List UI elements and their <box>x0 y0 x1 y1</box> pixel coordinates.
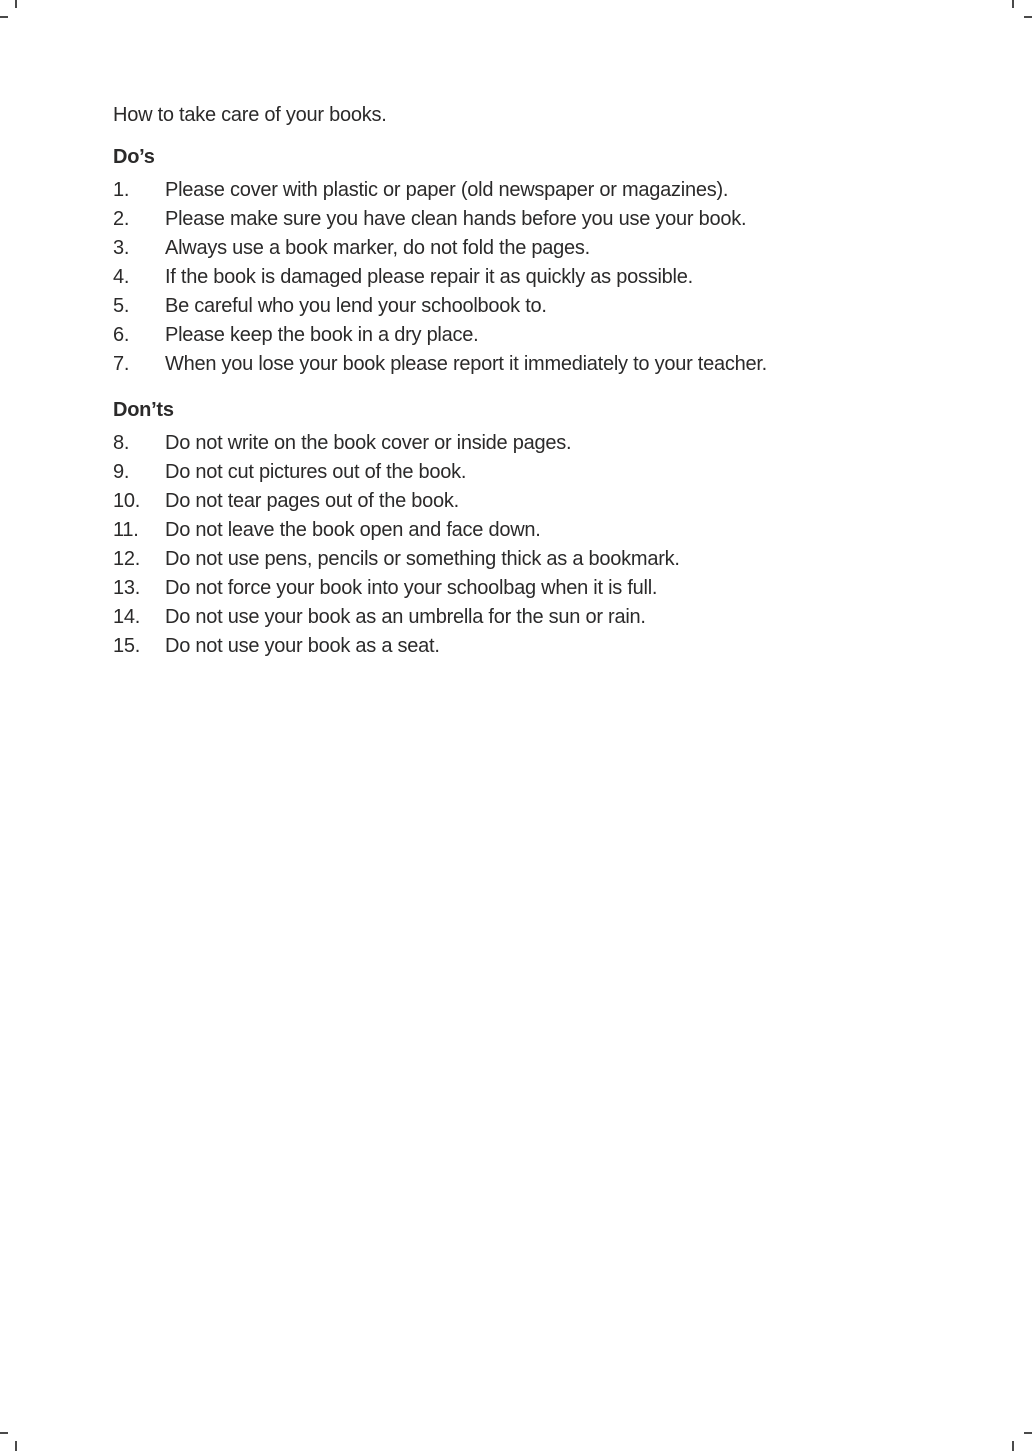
crop-mark-bottom-left-horizontal <box>0 1432 8 1434</box>
section-donts <box>113 396 913 661</box>
item-number: 11. <box>113 519 139 541</box>
item-text: Be careful who you lend your schoolbook to. <box>165 295 547 317</box>
item-number: 9. <box>113 461 130 483</box>
document-title: How to take care of your books. <box>113 104 387 126</box>
list-item <box>113 292 913 321</box>
item-number: 7. <box>113 353 130 375</box>
item-number: 12. <box>113 548 141 570</box>
crop-mark-bottom-left-vertical <box>15 1441 17 1451</box>
item-text: Please make sure you have clean hands before you use your book. <box>165 208 747 230</box>
crop-mark-top-left-horizontal <box>0 16 8 18</box>
crop-mark-top-right-vertical <box>1012 0 1014 8</box>
list-item <box>113 321 913 350</box>
item-text: Do not cut pictures out of the book. <box>165 461 467 483</box>
item-text: Do not write on the book cover or inside pages. <box>165 432 572 454</box>
item-text: If the book is damaged please repair it as quickly as possible. <box>165 266 693 288</box>
crop-mark-top-right-horizontal <box>1024 16 1032 18</box>
list-item <box>113 458 913 487</box>
list-item <box>113 545 913 574</box>
list-item <box>113 487 913 516</box>
list-item <box>113 234 913 263</box>
item-text: Please keep the book in a dry place. <box>165 324 479 346</box>
item-text: When you lose your book please report it immediately to your teacher. <box>165 353 767 375</box>
item-text: Please cover with plastic or paper (old newspaper or magazines). <box>165 179 729 201</box>
item-text: Do not use your book as an umbrella for the sun or rain. <box>165 606 646 628</box>
item-number: 5. <box>113 295 130 317</box>
crop-mark-bottom-right-vertical <box>1012 1441 1014 1451</box>
item-number: 14. <box>113 606 141 628</box>
item-number: 1. <box>113 179 130 201</box>
item-text: Do not leave the book open and face down. <box>165 519 541 541</box>
list-item <box>113 350 913 379</box>
item-text: Do not force your book into your schoolbag when it is full. <box>165 577 658 599</box>
list-item <box>113 263 913 292</box>
item-number: 6. <box>113 324 130 346</box>
item-text: Always use a book marker, do not fold the pages. <box>165 237 590 259</box>
document-content <box>113 101 913 661</box>
item-number: 2. <box>113 208 130 230</box>
list-item <box>113 516 913 545</box>
item-number: 4. <box>113 266 130 288</box>
list-item <box>113 603 913 632</box>
list-item <box>113 574 913 603</box>
item-text: Do not tear pages out of the book. <box>165 490 459 512</box>
item-text: Do not use your book as a seat. <box>165 635 440 657</box>
section-dos <box>113 143 913 379</box>
item-number: 3. <box>113 237 130 259</box>
list-item <box>113 632 913 661</box>
crop-mark-top-left-vertical <box>15 0 17 8</box>
crop-mark-bottom-right-horizontal <box>1024 1432 1032 1434</box>
item-number: 8. <box>113 432 130 454</box>
item-number: 13. <box>113 577 141 599</box>
item-number: 10. <box>113 490 141 512</box>
list-item <box>113 176 913 205</box>
section-heading-donts: Don’ts <box>113 399 174 421</box>
list-item <box>113 205 913 234</box>
section-heading-dos: Do’s <box>113 146 155 168</box>
list-item <box>113 429 913 458</box>
item-number: 15. <box>113 635 141 657</box>
item-text: Do not use pens, pencils or something thick as a bookmark. <box>165 548 680 570</box>
